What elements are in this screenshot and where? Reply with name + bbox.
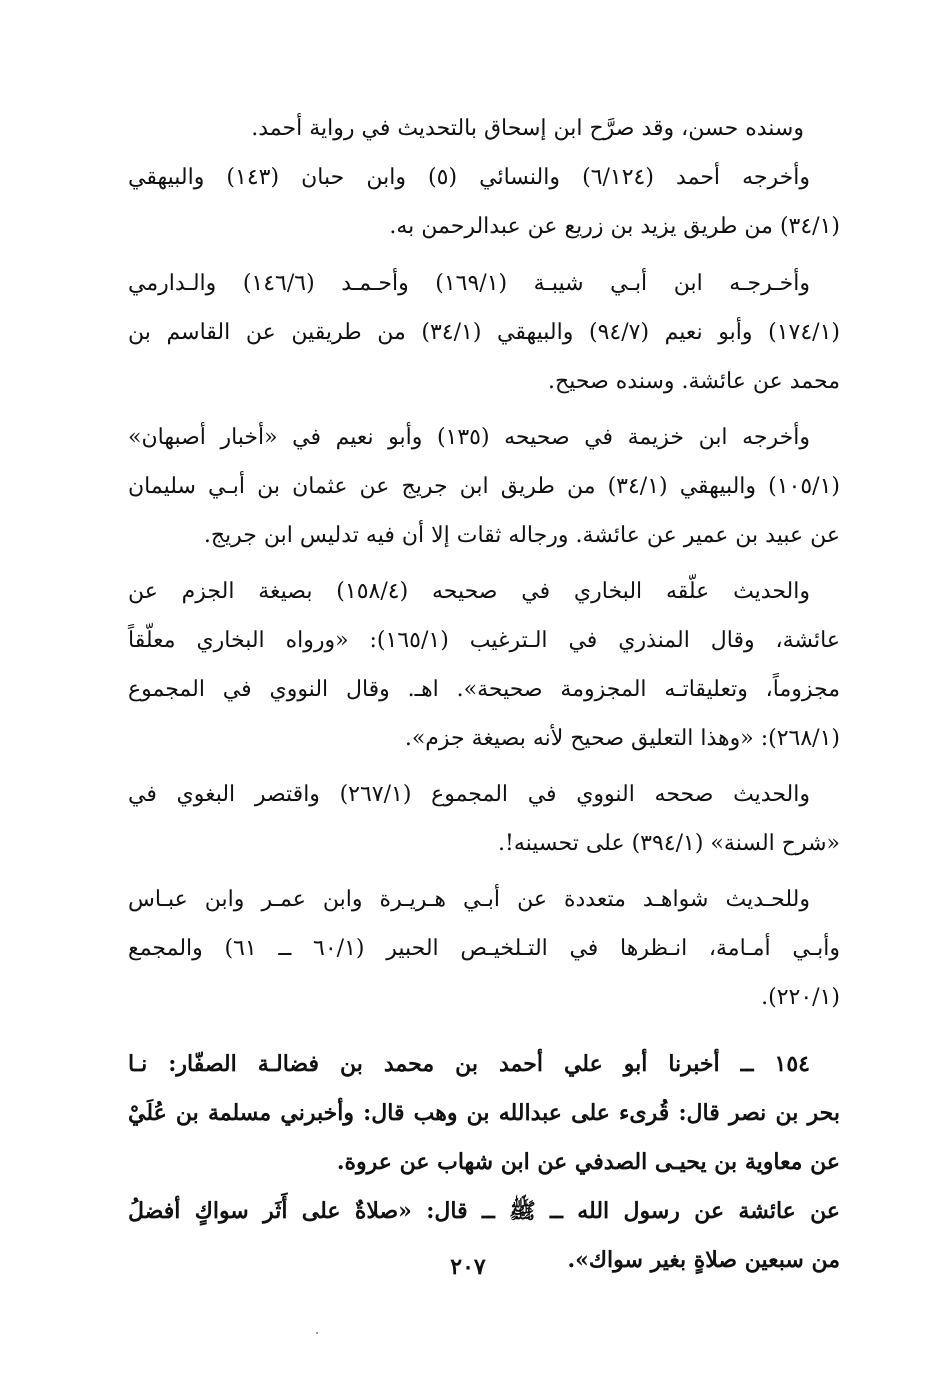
- text-line: (٣٤/١) من طريق يزيد بن زريع عن عبدالرحمن به.: [389, 214, 840, 239]
- text-line: والحديث علّقه البخاري في صحيحه (١٥٨/٤) بصيغة الجزم عن: [128, 579, 810, 604]
- text-line: محمد عن عائشة. وسنده صحيح.: [548, 369, 840, 394]
- text-line: (١٠٥/١) والبيهقي (٣٤/١) من طريق ابن جريج عن عثمان بن أبـي سليمان: [128, 474, 840, 499]
- text-line: ١٥٤ ــ أخبرنا أبو علي أحمد بن محمد بن فضالـة الصفّار: نـا: [128, 1051, 810, 1077]
- commentary-paragraph-2: [128, 259, 840, 406]
- text-line: «شرح السنة» (٣٩٤/١) على تحسينه!.: [497, 831, 840, 856]
- page-number: ٢٠٧: [450, 1254, 486, 1280]
- scan-speck: [316, 1332, 318, 1334]
- text-line: عن معاوية بن يحيـى الصدفي عن ابن شهاب عن عروة.: [336, 1149, 840, 1175]
- text-line: (١٧٤/١) وأبو نعيم (٩٤/٧) والبيهقي (٣٤/١) من طريقين عن القاسم بن: [128, 320, 840, 345]
- text-line: من سبعين صلاةٍ بغير سواك».: [567, 1247, 840, 1273]
- text-line: عن عبيد بن عمير عن عائشة. ورجاله ثقات إلا أن فيه تدليس ابن جريج.: [203, 523, 840, 548]
- text-line: والحديث صححه النووي في المجموع (٢٦٧/١) واقتصر البغوي في: [128, 782, 810, 807]
- commentary-paragraph-3: [128, 413, 840, 560]
- text-line: عن عائشة عن رسول الله ــ ﷺ ــ قال: «صلاةٌ على أَثَر سواكٍ أفضلُ: [128, 1198, 840, 1224]
- commentary-paragraph-6: [128, 875, 840, 1022]
- text-line: (٢٢٠/١).: [761, 985, 840, 1010]
- text-line: عائشة، وقال المنذري في الـترغيب (١٦٥/١): «ورواه البخاري معلّقاً: [128, 628, 840, 653]
- text-line: وسنده حسن، وقد صرَّح ابن إسحاق بالتحديث في رواية أحمد.: [251, 116, 804, 141]
- text-line: وأخـرجـه ابن أبـي شيبـة (١٦٩/١) وأحـمـد (١٤٦/٦) والـدارمي: [128, 271, 810, 296]
- hadith-isnad: [128, 1040, 840, 1187]
- text-line: وللحـديث شواهـد متعددة عن أبـي هـريـرة وابن عمـر وابن عبـاس: [128, 887, 810, 912]
- text-line: وأخرجه أحمد (٦/١٢٤) والنسائي (٥) وابن حبان (١٤٣) والبيهقي: [128, 165, 810, 190]
- text-line: بحر بن نصر قال: قُرىء على عبدالله بن وهب قال: وأخبرني مسلمة بن عُلَيْ: [128, 1100, 840, 1126]
- commentary-paragraph-4: [128, 567, 840, 763]
- text-line: وأخرجه ابن خزيمة في صحيحه (١٣٥) وأبو نعيم في «أخبار أصبهان»: [128, 425, 810, 450]
- text-line: (٢٦٨/١): «وهذا التعليق صحيح لأنه بصيغة جزم».: [404, 726, 840, 751]
- commentary-paragraph-1: [128, 104, 840, 251]
- text-line: مجزوماً، وتعليقاتـه المجزومة صحيحة». اهـ. وقال النووي في المجموع: [128, 677, 840, 702]
- text-line: وأبـي أمـامة، انـظرها في التـلخيـص الحبير (٦٠/١ ــ ٦١) والمجمع: [128, 936, 840, 961]
- page-body: [128, 104, 840, 1285]
- commentary-paragraph-5: [128, 770, 840, 868]
